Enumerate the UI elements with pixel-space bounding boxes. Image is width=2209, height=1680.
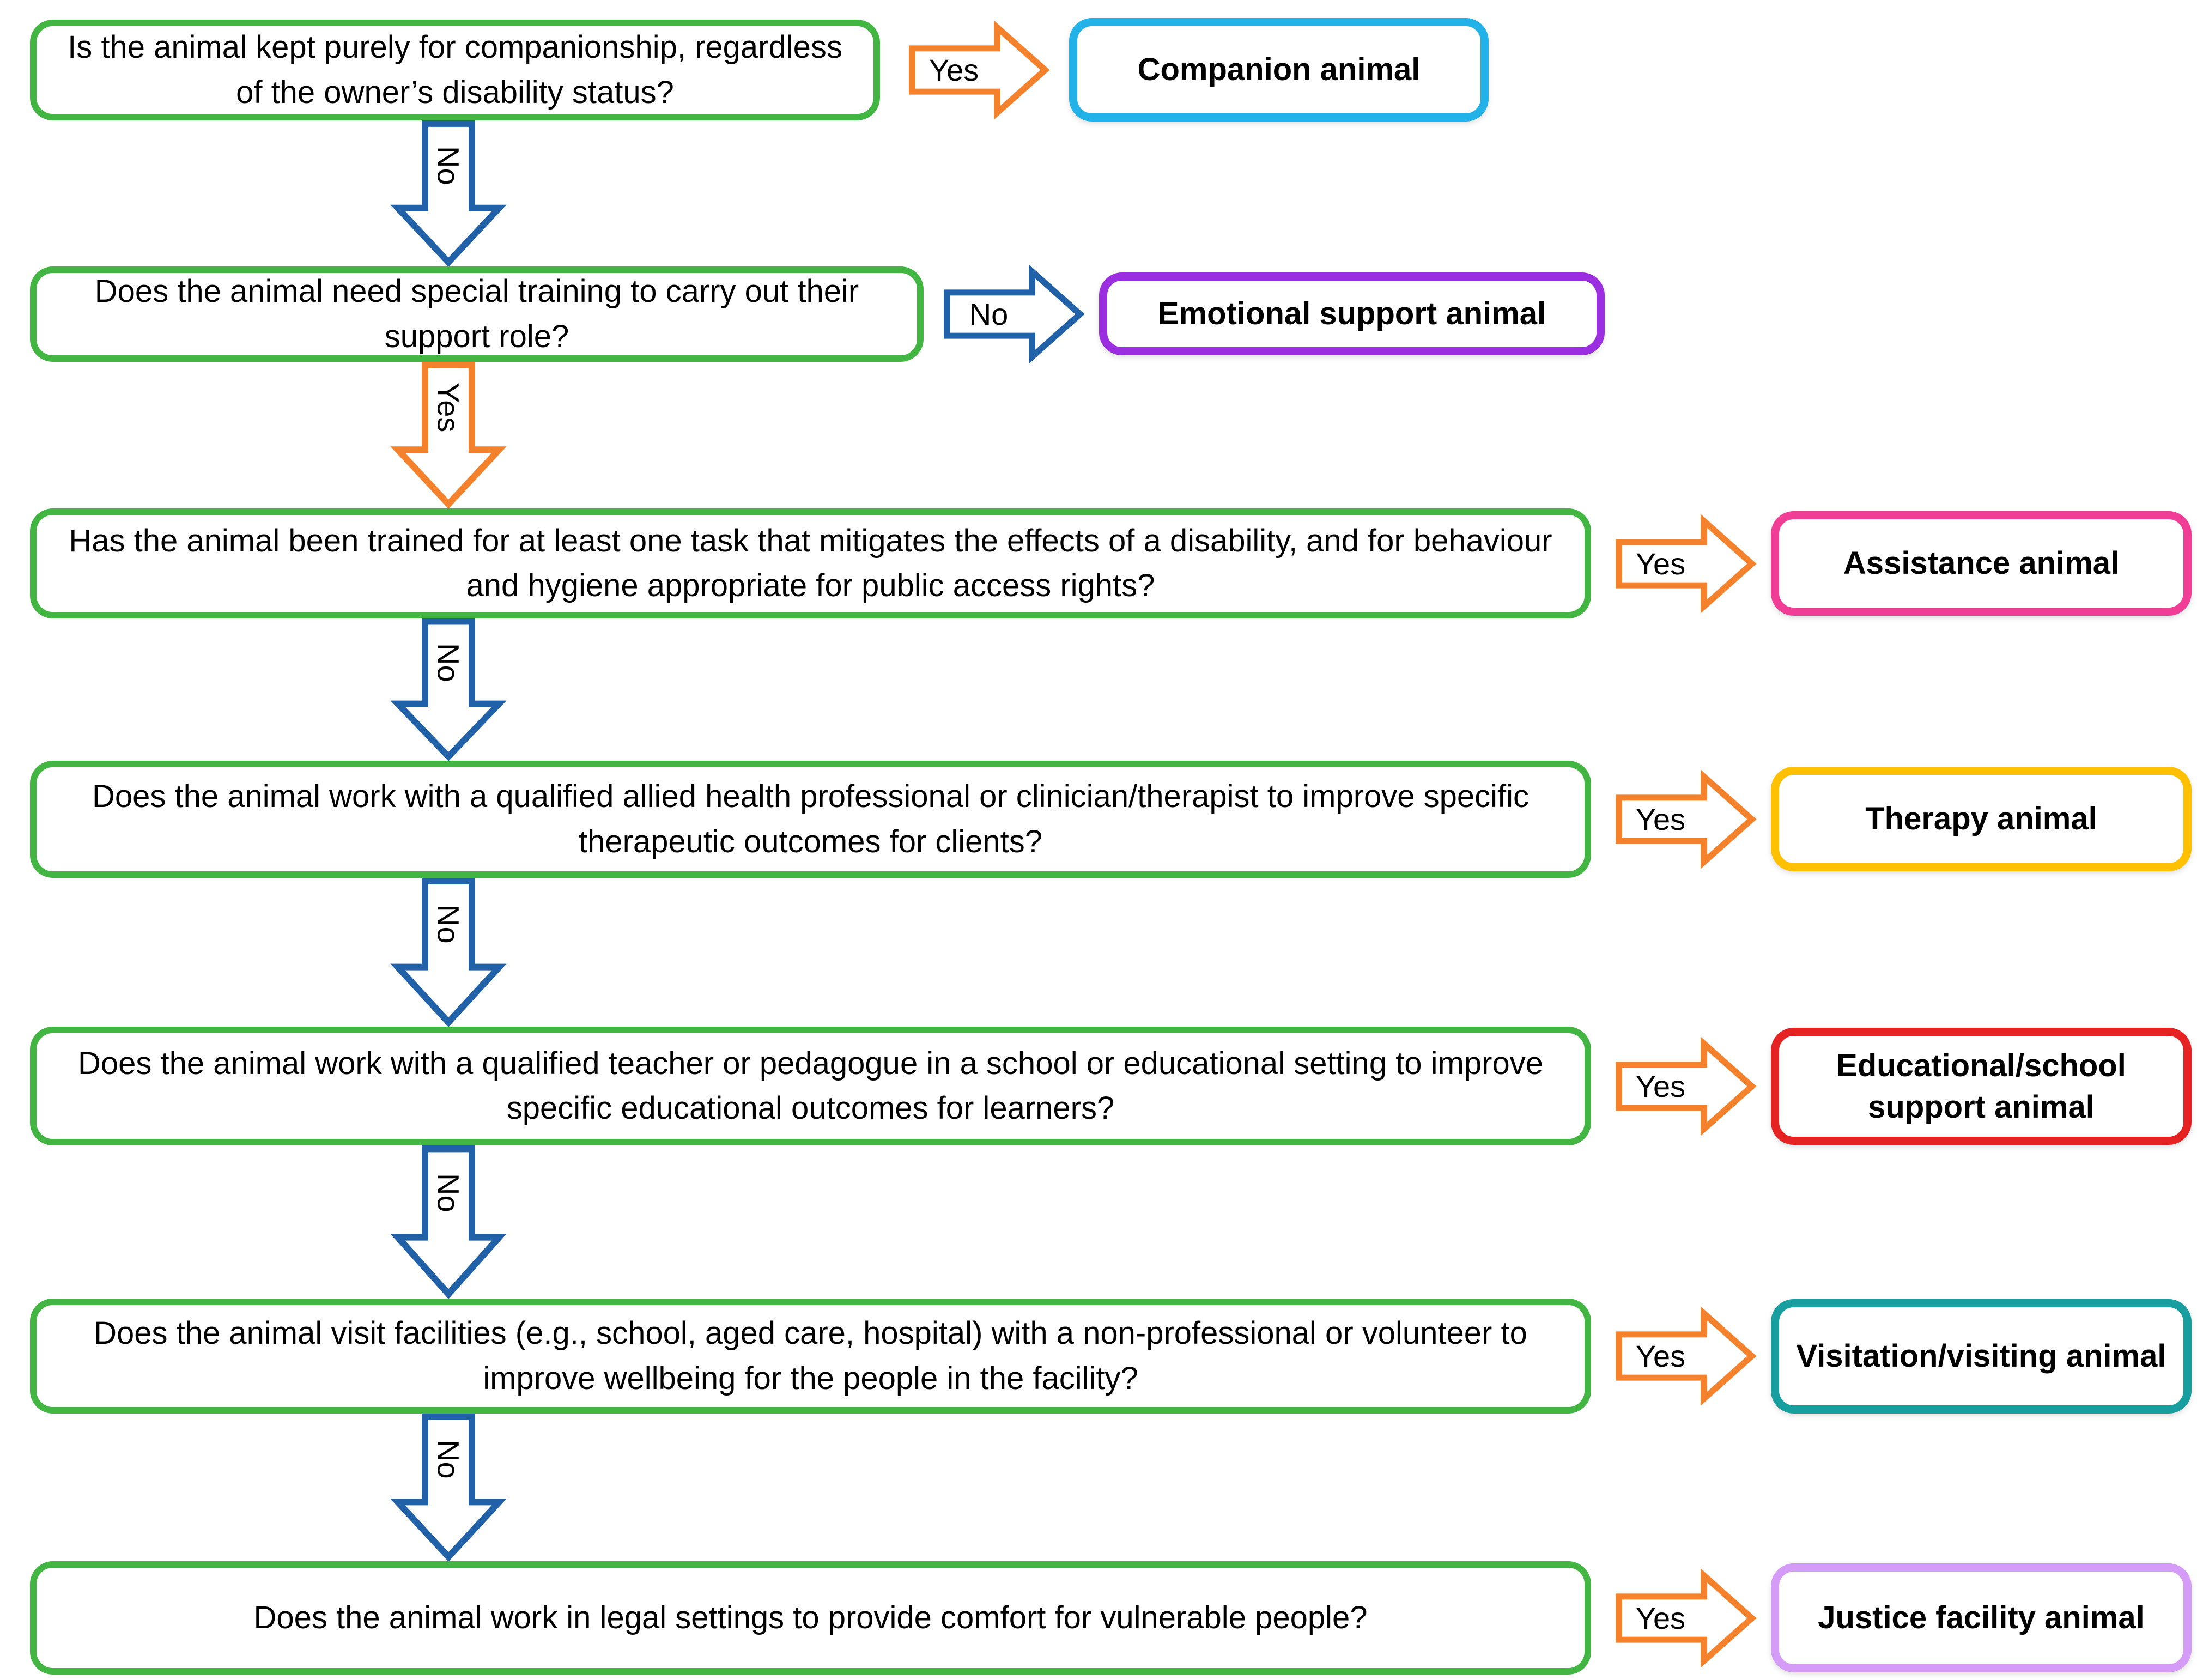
branch-label-5: Yes — [1635, 1069, 1686, 1103]
question-text-7: Does the animal work in legal settings to provide comfort for vulnerable people? — [253, 1599, 1368, 1635]
branch-label-2: No — [969, 297, 1009, 331]
connector-arrow-2 — [394, 362, 503, 508]
connector-label-4: No — [431, 904, 466, 944]
yes-arrow-4 — [1616, 772, 1756, 867]
result-label-1: Companion animal — [1137, 52, 1421, 88]
branch-label-1: Yes — [928, 53, 979, 87]
connector-arrow-5 — [394, 1145, 503, 1299]
question-text-4: Does the animal work with a qualified allied health professional or clinician/therapist to improve specific therapeutic outcomes for clients? — [92, 779, 1530, 859]
result-box-visitation-visiting-animal — [1771, 1299, 2192, 1414]
connector-label-1: No — [431, 146, 466, 185]
connector-label-2: Yes — [431, 382, 466, 433]
question-text-2: Does the animal need special training to carry out their support role? — [94, 274, 859, 354]
question-text-1: Is the animal kept purely for companionship, regardless of the owner’s disability status? — [68, 29, 842, 110]
result-box-educational-school-support-animal — [1771, 1028, 2192, 1145]
connector-label-5: No — [431, 1173, 466, 1212]
result-box-assistance-animal — [1771, 511, 2192, 616]
connector-label-3: No — [431, 643, 466, 682]
result-label-2: Emotional support animal — [1157, 296, 1546, 332]
yes-arrow-3 — [1616, 516, 1756, 611]
result-box-companion-animal — [1069, 18, 1489, 122]
yes-arrow-7 — [1616, 1570, 1756, 1666]
result-box-therapy-animal — [1771, 767, 2192, 871]
question-box-2 — [30, 266, 924, 362]
question-text-5: Does the animal work with a qualified teacher or pedagogue in a school or educational setting to improve specific educational outcomes for learners? — [78, 1045, 1543, 1126]
question-box-6 — [30, 1299, 1591, 1414]
result-box-justice-facility-animal — [1771, 1563, 2192, 1672]
branch-label-4: Yes — [1635, 802, 1686, 836]
connector-arrow-3 — [394, 618, 503, 761]
question-box-3 — [30, 508, 1591, 618]
result-label-3: Assistance animal — [1843, 545, 2120, 581]
yes-arrow-5 — [1616, 1039, 1756, 1134]
yes-arrow-1 — [909, 22, 1049, 118]
no-arrow-2 — [944, 266, 1084, 362]
result-label-7: Justice facility animal — [1818, 1600, 2145, 1636]
question-box-5 — [30, 1027, 1591, 1145]
branch-label-7: Yes — [1635, 1601, 1686, 1635]
result-label-4: Therapy animal — [1865, 801, 2097, 837]
question-text-6: Does the animal visit facilities (e.g., school, aged care, hospital) with a non-professional or volunteer to improve wellbeing for the people in the facility? — [94, 1315, 1527, 1396]
connector-arrow-1 — [394, 120, 503, 266]
question-box-1 — [30, 20, 880, 120]
connector-label-6: No — [431, 1440, 466, 1479]
connector-arrow-4 — [394, 878, 503, 1027]
question-text-3: Has the animal been trained for at least one task that mitigates the effects of a disability, and for behaviour and hygiene appropriate for public access rights? — [69, 523, 1552, 603]
connector-arrow-6 — [394, 1414, 503, 1561]
result-label-5: Educational/school support animal — [1836, 1048, 2126, 1125]
result-label-6: Visitation/visiting animal — [1796, 1338, 2166, 1374]
question-box-4 — [30, 761, 1591, 878]
question-box-7 — [30, 1561, 1591, 1675]
branch-label-3: Yes — [1635, 547, 1686, 581]
result-box-emotional-support-animal — [1099, 272, 1605, 355]
yes-arrow-6 — [1616, 1308, 1756, 1404]
branch-label-6: Yes — [1635, 1339, 1686, 1373]
